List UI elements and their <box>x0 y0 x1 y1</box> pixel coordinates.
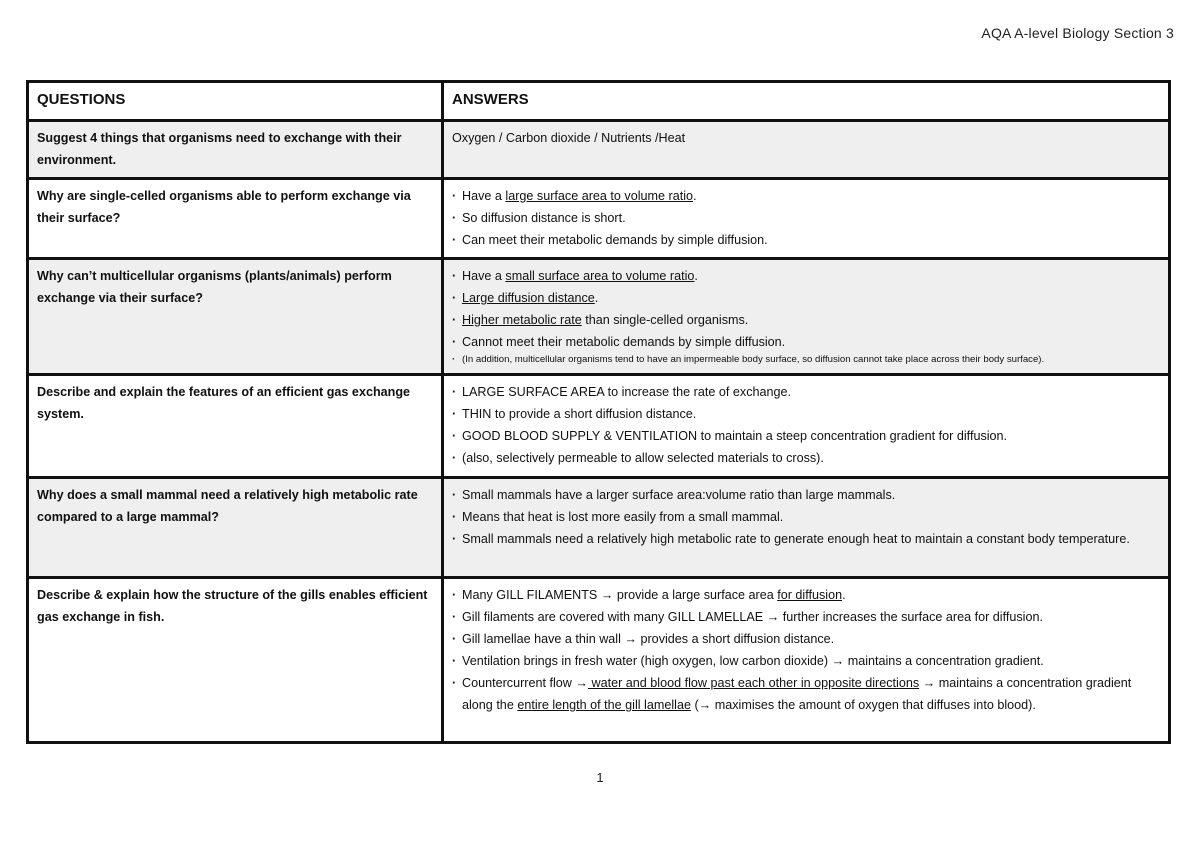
answer-bullet: · Ventilation brings in fresh water (high oxygen, low carbon dioxide) → maintains a concentration gradient. <box>452 650 1160 672</box>
answers-header: ANSWERS <box>443 82 1170 121</box>
answer-cell <box>443 259 1170 375</box>
answer-cell: Oxygen / Carbon dioxide / Nutrients /Heat <box>443 121 1170 179</box>
answer-bullet: · Large diffusion distance. <box>452 287 1160 309</box>
answer-bullet: · Small mammals need a relatively high metabolic rate to generate enough heat to maintain a constant body temperature. <box>452 528 1160 550</box>
questions-header: QUESTIONS <box>28 82 443 121</box>
answer-bullet: · Have a large surface area to volume ratio. <box>452 185 1160 207</box>
question-cell: Describe & explain how the structure of the gills enables efficient gas exchange in fish. <box>28 578 443 743</box>
answer-bullet: · So diffusion distance is short. <box>452 207 1160 229</box>
table-row <box>28 259 1170 375</box>
question-cell: Suggest 4 things that organisms need to exchange with their environment. <box>28 121 443 179</box>
answer-bullet: · Cannot meet their metabolic demands by simple diffusion. <box>452 331 1160 353</box>
question-cell: Why can’t multicellular organisms (plants/animals) perform exchange via their surface? <box>28 259 443 375</box>
page-number: 1 <box>596 770 604 785</box>
answer-bullet: · Small mammals have a larger surface area:volume ratio than large mammals. <box>452 484 1160 506</box>
table-row <box>28 179 1170 259</box>
answer-bullet: · Countercurrent flow → water and blood flow past each other in opposite directions → maintains a concentration gradient along the entire length of the gill lamellae (→ maximises the amount of oxygen that diffuses into blood). <box>452 672 1160 716</box>
qa-table <box>26 80 1171 744</box>
document-header: AQA A-level Biology Section 3 <box>981 25 1174 41</box>
table-header-row <box>28 82 1170 121</box>
question-cell: Why does a small mammal need a relatively high metabolic rate compared to a large mammal? <box>28 478 443 578</box>
answer-bullet: · Gill lamellae have a thin wall → provides a short diffusion distance. <box>452 628 1160 650</box>
answer-bullet: · (In addition, multicellular organisms tend to have an impermeable body surface, so diffusion cannot take place across their body surface). <box>452 353 1160 367</box>
answer-cell <box>443 179 1170 259</box>
answer-bullet: · Means that heat is lost more easily from a small mammal. <box>452 506 1160 528</box>
table-row <box>28 578 1170 743</box>
answer-bullet: · Many GILL FILAMENTS → provide a large surface area for diffusion. <box>452 584 1160 606</box>
table-row <box>28 121 1170 179</box>
question-cell: Describe and explain the features of an efficient gas exchange system. <box>28 375 443 478</box>
question-cell: Why are single-celled organisms able to perform exchange via their surface? <box>28 179 443 259</box>
table-row <box>28 375 1170 478</box>
answer-bullet: · (also, selectively permeable to allow selected materials to cross). <box>452 447 1160 469</box>
answer-cell <box>443 478 1170 578</box>
answer-bullet: · Have a small surface area to volume ratio. <box>452 265 1160 287</box>
answer-bullet: · Gill filaments are covered with many GILL LAMELLAE → further increases the surface area for diffusion. <box>452 606 1160 628</box>
answer-bullet: · Higher metabolic rate than single-celled organisms. <box>452 309 1160 331</box>
answer-bullet: · LARGE SURFACE AREA to increase the rate of exchange. <box>452 381 1160 403</box>
answer-cell <box>443 375 1170 478</box>
answer-bullet: · THIN to provide a short diffusion distance. <box>452 403 1160 425</box>
answer-bullet: · Can meet their metabolic demands by simple diffusion. <box>452 229 1160 251</box>
answer-cell <box>443 578 1170 743</box>
table-row <box>28 478 1170 578</box>
answer-bullet: · GOOD BLOOD SUPPLY & VENTILATION to maintain a steep concentration gradient for diffusion. <box>452 425 1160 447</box>
